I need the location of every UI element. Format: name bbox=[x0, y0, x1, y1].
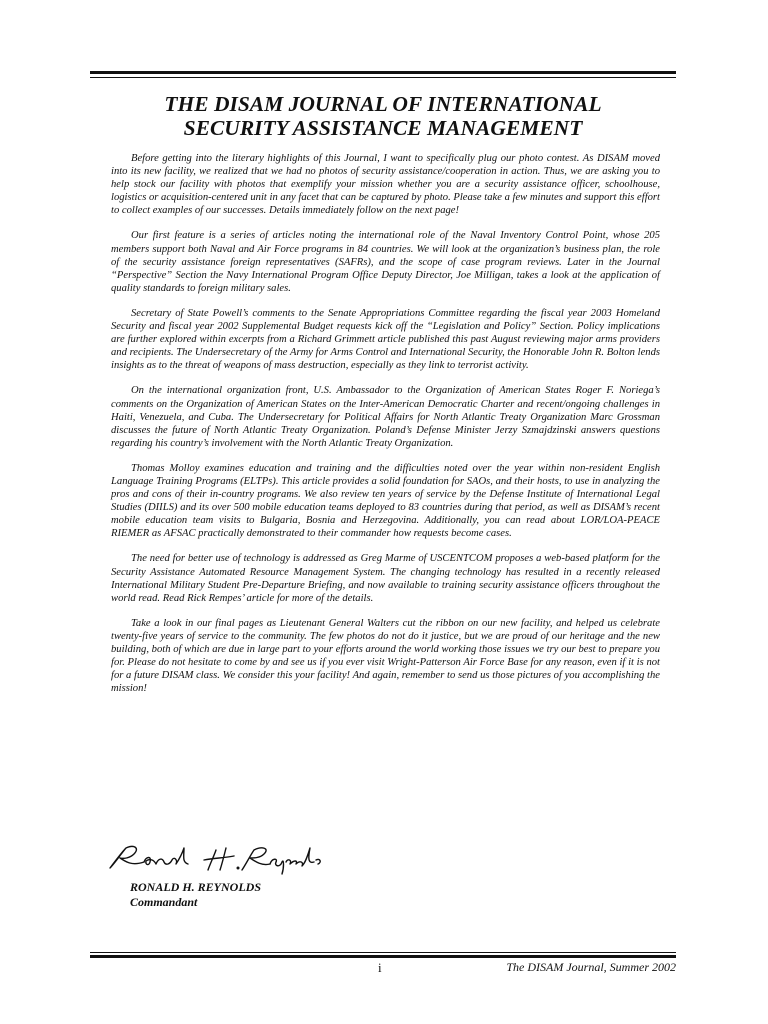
bottom-rule-thick bbox=[90, 955, 676, 958]
title-line-1: THE DISAM JOURNAL OF INTERNATIONAL bbox=[164, 92, 602, 116]
page-title bbox=[90, 92, 676, 140]
bottom-rule-thin bbox=[90, 952, 676, 953]
top-rule-thin bbox=[90, 77, 676, 78]
top-rule-thick bbox=[90, 71, 676, 74]
paragraph: Take a look in our final pages as Lieutenant General Walters cut the ribbon on our new facility, and helped us celebrate twenty-five years of service to the community. The few photos do not do it justice, but we are proud of our heritage and the new building, both of which are due in large part to your efforts around the world working those issues we try our best to prepare you for. Please do not hesitate to come by and see us if you ever visit Wright-Patterson Air Force Base for any reason, even if it is not for a future DISAM class. We consider this your facility! And again, remember to send us those pictures of you accomplishing the mission! bbox=[111, 617, 660, 695]
title-line-2: SECURITY ASSISTANCE MANAGEMENT bbox=[183, 116, 583, 140]
handwritten-signature bbox=[104, 838, 334, 883]
paragraph: Secretary of State Powell’s comments to the Senate Appropriations Committee regarding the fiscal year 2003 Homeland Security and fiscal year 2002 Supplemental Budget requests kick off the “Legislation and Policy” Section. Policy implications are further explored within excerpts from a Richard Grimmett article published this past August reviewing major arms providers and recipients. The Undersecretary of the Army for Arms Control and International Security, the Honorable John R. Bolton lends insights as to the threat of weapons of mass destruction, especially as they link to terrorist activity. bbox=[111, 307, 660, 372]
paragraph: Our first feature is a series of articles noting the international role of the Naval Inventory Control Point, whose 205 members support both Naval and Air Force programs in 84 countries. We will look at the organization’s business plan, the role of the security assistance foreign representatives (SAFRs), and the scope of case program reviews. Later in the Journal “Perspective” Section the Navy International Program Office Deputy Director, Joe Milligan, takes a look at the application of quality standards to foreign military sales. bbox=[111, 230, 660, 294]
paragraph: On the international organization front, U.S. Ambassador to the Organization of American States Roger F. Noriega’s comments on the Organization of American States on the Inter-American Democratic Charter and recent/ongoing challenges in Haiti, Venezuela, and Cuba. The Undersecretary for Political Affairs for North Atlantic Treaty Organization Marc Grossman discusses the future of North Atlantic Treaty Organization. Poland’s Defense Minister Jerzy Szmajdzinski answers questions regarding his country’s involvement with the North Atlantic Treaty Organization. bbox=[111, 385, 660, 449]
paragraph: Thomas Molloy examines education and training and the difficulties noted over the year within non-resident English Language Training Programs (ELTPs). This article provides a solid foundation for SAOs, and their hosts, to use in analyzing the pros and cons of their in-country programs. We also review ten years of service by the Defense Institute of International Legal Studies (DIILS) and its over 500 mobile education teams deployed to 83 countries during that period, as well as DISAM’s recent mobile education team visits to Bulgaria, Bosnia and Herzegovina. Additionally, you can read about LOR/LOA-PEACE RIEMER as AFSAC practically demonstrated to their commander how requests become cases. bbox=[111, 462, 660, 540]
page-number: i bbox=[378, 960, 382, 975]
footer-journal-title: The DISAM Journal, Summer 2002 bbox=[506, 960, 676, 974]
signatory-name: RONALD H. REYNOLDS bbox=[130, 880, 262, 894]
signature-drawing bbox=[104, 838, 334, 878]
paragraph: The need for better use of technology is addressed as Greg Marme of USCENTCOM proposes a web-based platform for the Security Assistance Automated Resource Management System. The changing technology has resulted in a recently released International Military Student Pre-Departure Briefing, and now available to training security assistance officers throughout the world read. Read Rick Rempes’ article for more of the details. bbox=[111, 553, 660, 604]
paragraph: Before getting into the literary highlights of this Journal, I want to specifically plug our photo contest. As DISAM moved into its new facility, we realized that we had no photos of security assistance/cooperation in action. Thus, we are asking you to help stock our facility with photos that exemplify your mission whether you are a security assistance officer, schoolhouse, logistics or acquisition-centered unit in any facet that can be captured by photo. Please take a few minutes and support this effort to collect examples of our successes. Details immediately follow on the next page! bbox=[111, 153, 660, 217]
letter-body bbox=[111, 152, 660, 707]
signatory-title: Commandant bbox=[130, 895, 198, 909]
